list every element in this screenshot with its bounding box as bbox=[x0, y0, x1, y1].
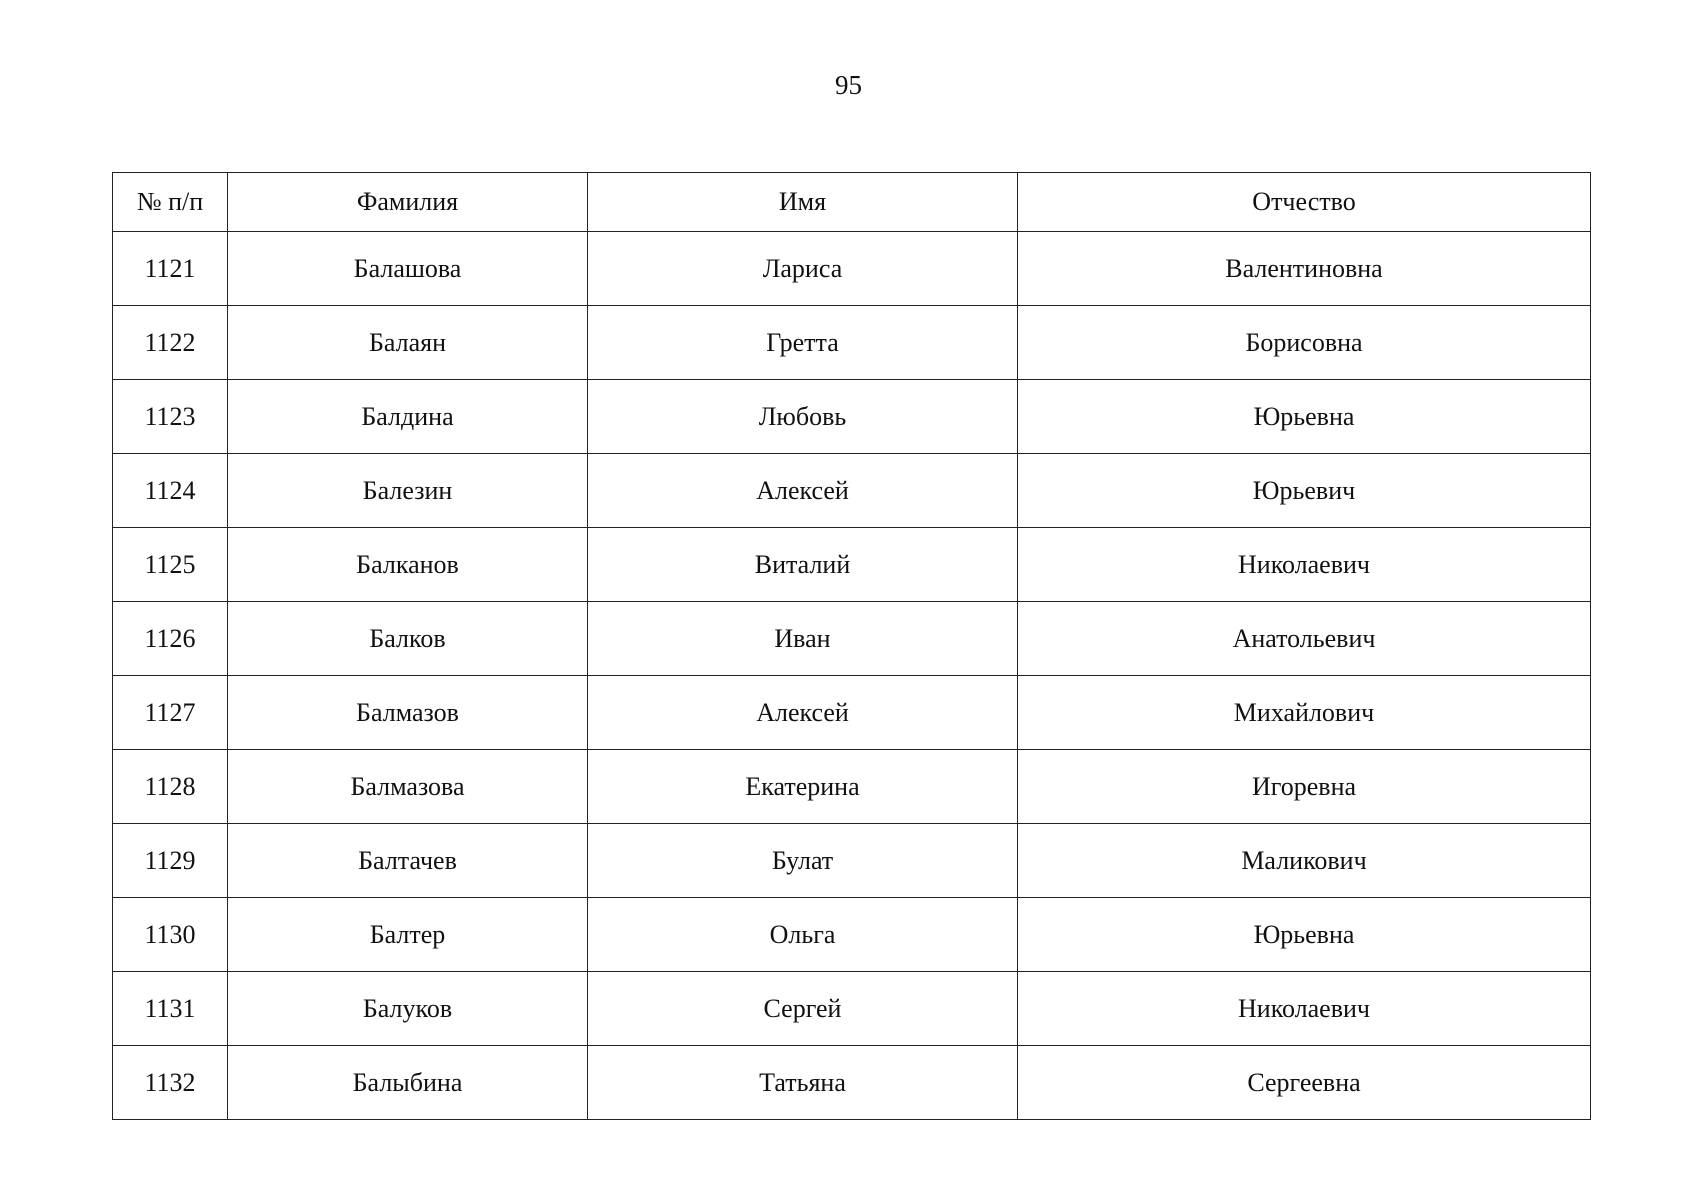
cell-patronymic: Николаевич bbox=[1018, 528, 1591, 602]
table-row bbox=[113, 380, 1591, 454]
cell-first-name: Булат bbox=[588, 824, 1018, 898]
cell-first-name: Виталий bbox=[588, 528, 1018, 602]
cell-first-name: Сергей bbox=[588, 972, 1018, 1046]
table-row bbox=[113, 602, 1591, 676]
cell-patronymic: Николаевич bbox=[1018, 972, 1591, 1046]
cell-patronymic: Юрьевна bbox=[1018, 380, 1591, 454]
cell-last-name: Балыбина bbox=[228, 1046, 588, 1120]
header-first-name: Имя bbox=[588, 173, 1018, 232]
cell-number: 1129 bbox=[113, 824, 228, 898]
cell-patronymic: Маликович bbox=[1018, 824, 1591, 898]
cell-last-name: Балдина bbox=[228, 380, 588, 454]
cell-patronymic: Юрьевна bbox=[1018, 898, 1591, 972]
header-patronymic: Отчество bbox=[1018, 173, 1591, 232]
header-number: № п/п bbox=[113, 173, 228, 232]
cell-last-name: Балаян bbox=[228, 306, 588, 380]
cell-patronymic: Михайлович bbox=[1018, 676, 1591, 750]
cell-first-name: Татьяна bbox=[588, 1046, 1018, 1120]
cell-number: 1126 bbox=[113, 602, 228, 676]
page-number: 95 bbox=[835, 70, 862, 100]
cell-last-name: Балмазов bbox=[228, 676, 588, 750]
cell-patronymic: Валентиновна bbox=[1018, 232, 1591, 306]
cell-last-name: Балмазова bbox=[228, 750, 588, 824]
cell-patronymic: Сергеевна bbox=[1018, 1046, 1591, 1120]
cell-first-name: Алексей bbox=[588, 454, 1018, 528]
cell-number: 1122 bbox=[113, 306, 228, 380]
roster-table bbox=[112, 172, 1591, 1120]
cell-last-name: Балашова bbox=[228, 232, 588, 306]
table-row bbox=[113, 898, 1591, 972]
cell-patronymic: Борисовна bbox=[1018, 306, 1591, 380]
cell-first-name: Лариса bbox=[588, 232, 1018, 306]
cell-first-name: Екатерина bbox=[588, 750, 1018, 824]
table-body bbox=[113, 232, 1591, 1120]
cell-last-name: Балков bbox=[228, 602, 588, 676]
cell-last-name: Балтачев bbox=[228, 824, 588, 898]
table-row bbox=[113, 306, 1591, 380]
table-row bbox=[113, 824, 1591, 898]
table-row bbox=[113, 750, 1591, 824]
cell-last-name: Балуков bbox=[228, 972, 588, 1046]
header-last-name: Фамилия bbox=[228, 173, 588, 232]
cell-patronymic: Анатольевич bbox=[1018, 602, 1591, 676]
cell-patronymic: Игоревна bbox=[1018, 750, 1591, 824]
cell-first-name: Алексей bbox=[588, 676, 1018, 750]
table-row bbox=[113, 454, 1591, 528]
cell-number: 1130 bbox=[113, 898, 228, 972]
header-row bbox=[113, 173, 1591, 232]
cell-number: 1123 bbox=[113, 380, 228, 454]
cell-first-name: Любовь bbox=[588, 380, 1018, 454]
cell-patronymic: Юрьевич bbox=[1018, 454, 1591, 528]
table-row bbox=[113, 972, 1591, 1046]
cell-number: 1131 bbox=[113, 972, 228, 1046]
cell-last-name: Балтер bbox=[228, 898, 588, 972]
cell-last-name: Балканов bbox=[228, 528, 588, 602]
table-row bbox=[113, 528, 1591, 602]
cell-number: 1127 bbox=[113, 676, 228, 750]
cell-first-name: Ольга bbox=[588, 898, 1018, 972]
table-header bbox=[113, 173, 1591, 232]
cell-number: 1128 bbox=[113, 750, 228, 824]
table-row bbox=[113, 676, 1591, 750]
cell-first-name: Иван bbox=[588, 602, 1018, 676]
cell-number: 1121 bbox=[113, 232, 228, 306]
cell-number: 1125 bbox=[113, 528, 228, 602]
cell-number: 1124 bbox=[113, 454, 228, 528]
cell-number: 1132 bbox=[113, 1046, 228, 1120]
table-row bbox=[113, 1046, 1591, 1120]
table-row bbox=[113, 232, 1591, 306]
cell-first-name: Гретта bbox=[588, 306, 1018, 380]
cell-last-name: Балезин bbox=[228, 454, 588, 528]
